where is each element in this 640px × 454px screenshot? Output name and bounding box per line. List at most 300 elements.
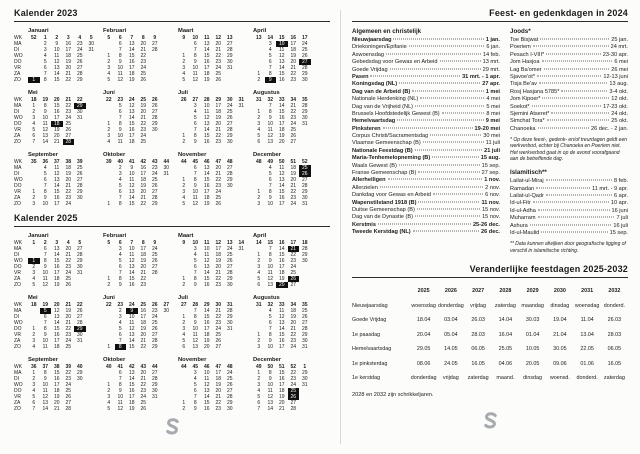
day-cell: 25: [65, 276, 72, 282]
day-cell: 12: [192, 338, 199, 344]
day-cell: 21: [140, 115, 147, 121]
day-cell: 19: [53, 394, 60, 400]
day-cell: 13: [128, 332, 135, 338]
day-cell: 28: [76, 183, 83, 189]
month-row: [14, 27, 330, 83]
month-block: [253, 294, 322, 350]
dotted-leader: [420, 98, 484, 99]
dotted-leader: [533, 202, 609, 203]
day-cell: 26: [65, 394, 72, 400]
day-cell: 25: [226, 376, 233, 382]
day-cell: 27: [290, 139, 297, 145]
day-cell: 5: [193, 115, 197, 121]
day-cell: 11: [192, 332, 198, 338]
day-cell: 18: [140, 177, 147, 183]
feast-list-item: [352, 96, 500, 103]
table-cell: donderdag: [410, 375, 437, 382]
day-cell: 12: [278, 314, 285, 320]
table-cell: 19.04: [553, 317, 567, 324]
week-number-cell: 26: [151, 97, 158, 103]
month-block: [178, 151, 247, 207]
day-cell: 20: [215, 41, 222, 47]
week-number-cell: 10: [192, 240, 199, 246]
feast-list-item: [510, 193, 628, 200]
day-cell: 3: [193, 370, 197, 376]
day-cell: 7: [118, 376, 122, 382]
feast-list-item: [352, 126, 500, 133]
day-cell: 9: [43, 376, 47, 382]
day-cell: 12: [278, 171, 285, 177]
weekday-label: ZO: [14, 282, 21, 288]
week-number-cell: 35: [301, 302, 308, 308]
day-cell: 30: [301, 376, 308, 382]
day-cell: [161, 77, 173, 83]
day-cell: 14: [128, 270, 135, 276]
dotted-leader: [432, 157, 479, 158]
table-cell: 16.05: [471, 360, 485, 367]
weekday-label: DI: [14, 314, 19, 320]
feast-list-item: [510, 59, 628, 66]
feast-list-item: [510, 37, 628, 44]
day-cell: 3: [118, 171, 122, 177]
day-cell: 4: [182, 195, 186, 201]
day-cell: 30: [88, 41, 95, 47]
month-block: [178, 27, 247, 83]
day-cell: 16: [203, 282, 210, 288]
day-cell: 9: [118, 388, 122, 394]
day-cell: [224, 344, 236, 350]
week-number-cell: 20: [53, 302, 60, 308]
day-cell: 23: [140, 127, 147, 133]
day-cell: 20: [140, 109, 147, 115]
week-number-cell: 52: [301, 159, 308, 165]
day-cell: 25: [65, 344, 72, 350]
day-cell: 7: [118, 338, 122, 344]
day-cell: 4: [32, 388, 36, 394]
day-cell: 14: [203, 394, 210, 400]
dotted-leader: [547, 120, 609, 121]
day-cell: [299, 282, 311, 288]
day-cell: 15: [203, 177, 210, 183]
feast-name: Sjavoe'ot*: [510, 73, 536, 80]
christian-column: [352, 27, 500, 260]
feast-name: Nieuwjaarsdag: [352, 37, 392, 43]
month-block: [28, 27, 97, 83]
day-cell: 9: [193, 183, 197, 189]
table-cell: donderdag: [437, 302, 464, 309]
day-cell: 10: [267, 344, 274, 350]
day-cell: 11: [54, 53, 60, 59]
day-cell: 12: [42, 282, 49, 288]
feast-name: Corpus Christi/Sacramentsdag: [352, 133, 429, 140]
day-cell: 27: [290, 282, 297, 288]
day-cell: 30: [226, 406, 233, 412]
feast-list-item: [352, 37, 500, 44]
month-row: [14, 294, 330, 350]
week-number-cell: 48: [255, 159, 262, 165]
day-cell: 24: [140, 133, 147, 139]
day-cell: 19: [53, 127, 60, 133]
month-name: December: [253, 152, 282, 158]
day-cell: 23: [215, 139, 222, 145]
day-cell: 22: [65, 103, 72, 109]
day-cell: 13: [42, 133, 49, 139]
day-cell: 5: [118, 258, 122, 264]
week-number-cell: 36: [30, 364, 37, 370]
day-cell: [74, 282, 86, 288]
year-header: 2031: [581, 288, 594, 295]
feast-list-item: [352, 214, 500, 221]
day-cell: 2: [32, 332, 36, 338]
feast-list-item: [352, 155, 500, 162]
day-cell: 25: [65, 388, 72, 394]
day-cell: 31: [76, 338, 83, 344]
day-cell: 8: [268, 332, 272, 338]
day-cell: 29: [301, 332, 308, 338]
weekday-label: DI: [14, 376, 19, 382]
day-cell: 27: [151, 332, 158, 338]
week-number-cell: 45: [192, 159, 199, 165]
dotted-leader: [561, 90, 607, 91]
day-cell: 3: [257, 121, 261, 127]
day-cell: 17: [65, 47, 72, 53]
week-number-cell: 4: [66, 240, 70, 246]
day-cell: 13: [203, 264, 210, 270]
day-cell: 19: [215, 382, 222, 388]
day-cell: 9: [43, 109, 47, 115]
day-cell: 16: [278, 77, 285, 83]
day-cell: 12: [128, 183, 135, 189]
feast-list-item: [352, 59, 500, 66]
feast-list-item: [352, 44, 500, 51]
week-number-cell: 18: [30, 302, 37, 308]
week-number-cell: 38: [65, 159, 72, 165]
feast-date: 9 mei: [485, 118, 500, 125]
day-cell: 28: [151, 115, 158, 121]
day-cell: 13: [267, 400, 274, 406]
feast-list-item: [510, 118, 628, 125]
day-cell: 18: [278, 127, 285, 133]
feast-name: Hemelvaartsdag: [352, 118, 396, 125]
day-cell: 15: [203, 314, 210, 320]
brand-s-logo-icon: [483, 412, 498, 430]
month-block: [28, 294, 97, 350]
day-cell: 2: [43, 41, 47, 47]
month-name: Januari: [28, 233, 49, 239]
month-name-spacer: [14, 27, 28, 35]
feast-date: 26 dec. - 2 jan.: [590, 125, 628, 132]
day-cell: 5: [257, 394, 261, 400]
day-cell: 7: [43, 252, 47, 258]
week-number-cell: 48: [226, 159, 233, 165]
day-row: [253, 406, 322, 412]
table-cell: 25.05: [498, 346, 513, 353]
day-cell: 3: [32, 382, 36, 388]
day-cell: 22: [290, 252, 297, 258]
week-number-cell: 52: [290, 364, 297, 370]
month-block: [178, 232, 247, 288]
dotted-leader: [533, 46, 609, 47]
day-cell: 27: [215, 344, 222, 350]
weekday-label: ZO: [14, 344, 21, 350]
dotted-leader: [433, 194, 483, 195]
month-name: Juni: [103, 90, 115, 96]
dotted-leader: [542, 98, 609, 99]
day-cell: 19: [140, 258, 147, 264]
week-number-cell: 15: [278, 35, 285, 41]
day-cell: 17: [53, 338, 60, 344]
day-cell: 26: [290, 133, 297, 139]
feast-date: 11 nov.: [481, 199, 500, 206]
month-block: [103, 356, 172, 412]
dotted-leader: [538, 127, 589, 128]
week-number-cell: 35: [301, 97, 308, 103]
variable-feasts-table-wrap: [352, 284, 628, 386]
day-cell: 8: [43, 258, 47, 264]
weekday-label: WO: [14, 177, 23, 183]
week-number-cell: 39: [76, 159, 83, 165]
day-cell: [149, 77, 161, 83]
month-row: [14, 232, 330, 288]
day-cell: 1: [107, 382, 111, 388]
week-number-cell: 37: [53, 159, 60, 165]
day-cell: 9: [118, 282, 122, 288]
day-cell: 30: [301, 77, 308, 83]
week-number-cell: 25: [140, 302, 147, 308]
day-cell: 9: [268, 376, 272, 382]
month-name: Oktober: [103, 357, 126, 363]
feast-name: Simchat Tora*: [510, 118, 545, 125]
week-number-cell: 49: [255, 364, 262, 370]
day-cell: 23: [65, 376, 72, 382]
month-name: Juni: [103, 295, 115, 301]
day-cell: [311, 344, 323, 350]
feast-name: Vlaamse Gemeenschap (B): [352, 140, 421, 147]
day-cell: 23: [151, 308, 158, 314]
day-cell: 8: [43, 326, 47, 332]
day-cell: 30: [301, 115, 308, 121]
day-cell: 16: [278, 258, 285, 264]
week-number-cell: 1: [32, 240, 36, 246]
day-cell: 14: [42, 406, 49, 412]
week-number-cell: 24: [128, 97, 135, 103]
feast-name: Lailat-ul-Qadr: [510, 193, 544, 200]
month-name: Juli: [178, 90, 188, 96]
day-cell: 6: [43, 314, 47, 320]
day-cell: 19: [140, 183, 147, 189]
day-cell: 24: [301, 41, 308, 47]
dotted-leader: [412, 90, 483, 91]
week-number-cell: 5: [78, 240, 82, 246]
table-cell: 16.05: [607, 360, 622, 367]
feast-date: 10 apr.: [610, 200, 628, 207]
feast-list-item: [510, 223, 628, 230]
feast-name: Ramadan: [510, 185, 535, 192]
day-cell: 26: [226, 382, 233, 388]
day-cell: [236, 77, 248, 83]
holiday-day-cell: 9: [126, 308, 138, 314]
day-cell: 17: [203, 65, 210, 71]
day-cell: 23: [65, 264, 72, 270]
feast-list-item: [352, 207, 500, 214]
table-cell: dinsdag: [550, 302, 570, 309]
day-cell: [299, 406, 311, 412]
month-block: [103, 294, 172, 350]
table-cell: 30.03: [525, 317, 540, 324]
feast-name: Dag van de Dynastie (B): [352, 214, 413, 221]
day-cell: 21: [290, 326, 297, 332]
day-cell: 16: [65, 41, 72, 47]
day-cell: 15: [53, 258, 60, 264]
feast-list-item: [352, 111, 500, 118]
day-cell: 7: [193, 308, 197, 314]
day-cell: 12: [117, 406, 124, 412]
day-cell: 5: [118, 326, 122, 332]
day-cell: 16: [203, 320, 210, 326]
holiday-day-cell: 8: [115, 344, 127, 350]
day-cell: 1: [182, 314, 186, 320]
feast-list-item: [510, 208, 628, 215]
day-cell: 6: [257, 139, 261, 145]
day-cell: 22: [65, 77, 72, 83]
day-cell: 12: [128, 103, 135, 109]
table-row: [352, 371, 628, 386]
day-cell: 18: [290, 308, 297, 314]
dotted-leader: [546, 53, 601, 54]
holiday-day-cell: 25: [288, 388, 300, 394]
day-cell: 26: [151, 258, 158, 264]
day-cell: 23: [215, 406, 222, 412]
day-cell: 22: [140, 382, 147, 388]
day-cell: 6: [118, 370, 122, 376]
day-cell: 1: [257, 71, 261, 77]
day-cell: 16: [53, 332, 60, 338]
day-cell: 11: [204, 252, 210, 258]
day-cell: 23: [290, 115, 297, 121]
day-cell: 2: [257, 77, 261, 83]
day-cell: 22: [65, 189, 72, 195]
week-number-cell: 52: [30, 35, 37, 41]
day-cell: 6: [268, 320, 272, 326]
month-name: Februari: [103, 233, 127, 239]
day-cell: 28: [226, 127, 233, 133]
table-cell: dinsdag: [523, 375, 543, 382]
day-cell: 20: [290, 320, 297, 326]
feast-name: Dag van de Vrijheid (NL): [352, 103, 414, 110]
day-cell: 6: [118, 189, 122, 195]
day-cell: 21: [215, 394, 222, 400]
dotted-leader: [546, 195, 612, 196]
day-cell: 27: [226, 121, 233, 127]
brand-logo-left: [14, 418, 330, 436]
dotted-leader: [409, 46, 485, 47]
day-cell: 10: [128, 246, 135, 252]
day-cell: 16: [203, 59, 210, 65]
day-cell: 26: [151, 103, 158, 109]
feast-date: 1 nov.: [484, 177, 500, 184]
day-cell: [161, 139, 173, 145]
feast-name: Pesach I-VIII*: [510, 51, 545, 58]
day-cell: 8: [193, 177, 197, 183]
day-cell: 16: [278, 338, 285, 344]
day-cell: 5: [182, 77, 186, 83]
day-cell: 24: [140, 394, 147, 400]
week-number-cell: 3: [55, 240, 59, 246]
day-cell: 3: [257, 382, 261, 388]
feast-date: 7 juli: [616, 215, 628, 222]
day-cell: 12: [192, 201, 199, 207]
feast-name: Id-ul-Fitr: [510, 200, 531, 207]
week-number-cell: 37: [42, 364, 49, 370]
feast-date: 25 jan.: [611, 37, 628, 43]
day-cell: 7: [193, 270, 197, 276]
day-cell: 26: [140, 77, 147, 83]
month-block: [253, 151, 322, 207]
day-cell: 29: [301, 71, 308, 77]
day-cell: 28: [301, 65, 308, 71]
table-cell: 18.04: [416, 317, 431, 324]
day-cell: 6: [43, 65, 47, 71]
day-cell: 14: [278, 246, 285, 252]
week-number-cell: 31: [255, 302, 262, 308]
day-cell: 15: [278, 71, 285, 77]
dotted-leader: [423, 142, 484, 143]
day-cell: 3: [32, 270, 36, 276]
day-cell: 27: [76, 246, 83, 252]
day-cell: 23: [290, 77, 297, 83]
week-number-cell: 20: [53, 97, 60, 103]
day-cell: 20: [140, 332, 147, 338]
day-cell: 26: [151, 326, 158, 332]
day-cell: 27: [76, 177, 83, 183]
day-cell: 26: [226, 115, 233, 121]
feast-date: 25-26 dec.: [472, 221, 500, 228]
day-cell: 2: [32, 264, 36, 270]
week-number-cell: 39: [105, 159, 112, 165]
week-number-cell: 45: [192, 364, 199, 370]
day-cell: [86, 282, 98, 288]
day-cell: 1: [257, 109, 261, 115]
day-cell: 3: [268, 41, 272, 47]
weekday-label: MA: [14, 246, 22, 252]
week-number-cell: 25: [140, 97, 147, 103]
day-cell: 4: [193, 109, 197, 115]
day-cell: 23: [215, 282, 222, 288]
weekday-label: WO: [14, 53, 23, 59]
feast-name: Jom Hasjoa: [510, 59, 540, 66]
jewish-section-title: Joods*: [510, 28, 531, 35]
day-cell: 21: [215, 308, 222, 314]
day-cell: 29: [226, 314, 233, 320]
week-number-cell: 42: [128, 364, 135, 370]
week-number-cell: 44: [180, 159, 187, 165]
day-cell: 10: [117, 65, 124, 71]
table-cell: 29.05: [416, 346, 431, 353]
table-cell: 09.06: [553, 360, 567, 367]
day-cell: 22: [65, 370, 72, 376]
weekday-label: DO: [14, 183, 22, 189]
day-cell: 23: [215, 59, 222, 65]
day-cell: 10: [42, 115, 49, 121]
day-cell: 6: [32, 133, 36, 139]
day-cell: 5: [193, 258, 197, 264]
feast-list-item: [510, 215, 628, 222]
feast-date: 25 okt.: [611, 118, 628, 125]
day-cell: 23: [290, 376, 297, 382]
day-cell: 7: [193, 394, 197, 400]
day-cell: 28: [76, 320, 83, 326]
day-cell: 5: [43, 59, 47, 65]
